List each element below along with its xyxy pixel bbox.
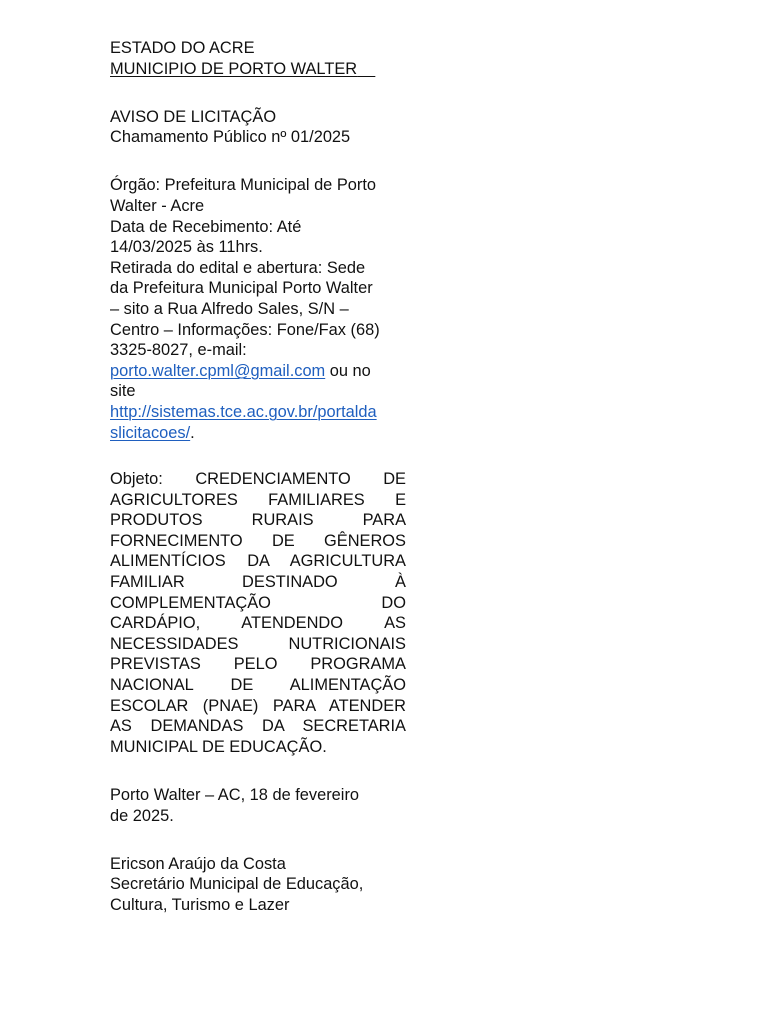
receipt-date-line: Data de Recebimento: Até xyxy=(110,217,302,236)
document-page xyxy=(110,38,406,915)
object-line: MUNICIPAL DE EDUCAÇÃO. xyxy=(110,737,327,756)
place-date-line: de 2025. xyxy=(110,806,174,825)
spacer xyxy=(110,79,406,107)
notice-block xyxy=(110,107,406,148)
site-link[interactable]: slicitacoes/ xyxy=(110,423,191,442)
object-line: Objeto: CREDENCIAMENTO DE xyxy=(110,470,406,489)
state-heading: ESTADO DO ACRE xyxy=(110,39,255,57)
object-line: NACIONAL DE ALIMENTAÇÃO xyxy=(110,676,406,695)
notice-title: AVISO DE LICITAÇÃO xyxy=(110,107,277,126)
object-line: CARDÁPIO, ATENDENDO AS xyxy=(110,614,406,633)
object-line: PRODUTOS RURAIS PARA xyxy=(110,511,406,530)
withdrawal-line: 3325-8027, e-mail: xyxy=(110,341,247,360)
object-line: ALIMENTÍCIOS DA AGRICULTURA xyxy=(110,552,406,571)
organ-line: Órgão: Prefeitura Municipal de Porto xyxy=(110,176,377,195)
object-line: NECESSIDADES NUTRICIONAIS xyxy=(110,634,406,653)
signature-block xyxy=(110,854,406,916)
spacer xyxy=(110,443,406,469)
email-link[interactable]: porto.walter.cpml@gmail.com xyxy=(110,361,326,380)
details-block xyxy=(110,175,406,443)
site-link[interactable]: http://sistemas.tce.ac.gov.br/portalda xyxy=(110,402,377,421)
site-line xyxy=(110,402,406,423)
object-line: COMPLEMENTAÇÃO DO xyxy=(110,593,406,612)
place-date-block xyxy=(110,785,406,826)
signatory-role: Cultura, Turismo e Lazer xyxy=(110,895,290,914)
spacer xyxy=(110,757,406,785)
municipality-heading: MUNICIPIO DE PORTO WALTER xyxy=(110,59,358,78)
object-line: ESCOLAR (PNAE) PARA ATENDER xyxy=(110,696,406,715)
call-number: Chamamento Público nº 01/2025 xyxy=(110,128,351,147)
place-date-line: Porto Walter – AC, 18 de fevereiro xyxy=(110,785,360,804)
object-line: AGRICULTORES FAMILIARES E xyxy=(110,490,406,509)
email-suffix: ou no xyxy=(325,361,371,380)
withdrawal-line: – sito a Rua Alfredo Sales, S/N – xyxy=(110,299,349,318)
withdrawal-line: Retirada do edital e abertura: Sede xyxy=(110,258,366,277)
object-line: PREVISTAS PELO PROGRAMA xyxy=(110,655,406,674)
withdrawal-line: da Prefeitura Municipal Porto Walter xyxy=(110,279,373,298)
withdrawal-line: Centro – Informações: Fone/Fax (68) xyxy=(110,320,380,339)
receipt-date-line: 14/03/2025 às 11hrs. xyxy=(110,238,263,257)
signatory-name: Ericson Araújo da Costa xyxy=(110,854,286,873)
site-line xyxy=(110,423,406,444)
object-line: AS DEMANDAS DA SECRETARIA xyxy=(110,717,406,736)
object-block xyxy=(110,469,406,757)
spacer xyxy=(110,148,406,176)
object-line: FAMILIAR DESTINADO À xyxy=(110,573,406,592)
email-line xyxy=(110,361,406,382)
signatory-role: Secretário Municipal de Educação, xyxy=(110,875,364,894)
site-suffix: . xyxy=(190,423,195,442)
spacer xyxy=(110,826,406,854)
site-label: site xyxy=(110,382,136,401)
organ-line: Walter - Acre xyxy=(110,196,205,215)
header-block xyxy=(110,38,406,79)
object-line: FORNECIMENTO DE GÊNEROS xyxy=(110,531,406,550)
